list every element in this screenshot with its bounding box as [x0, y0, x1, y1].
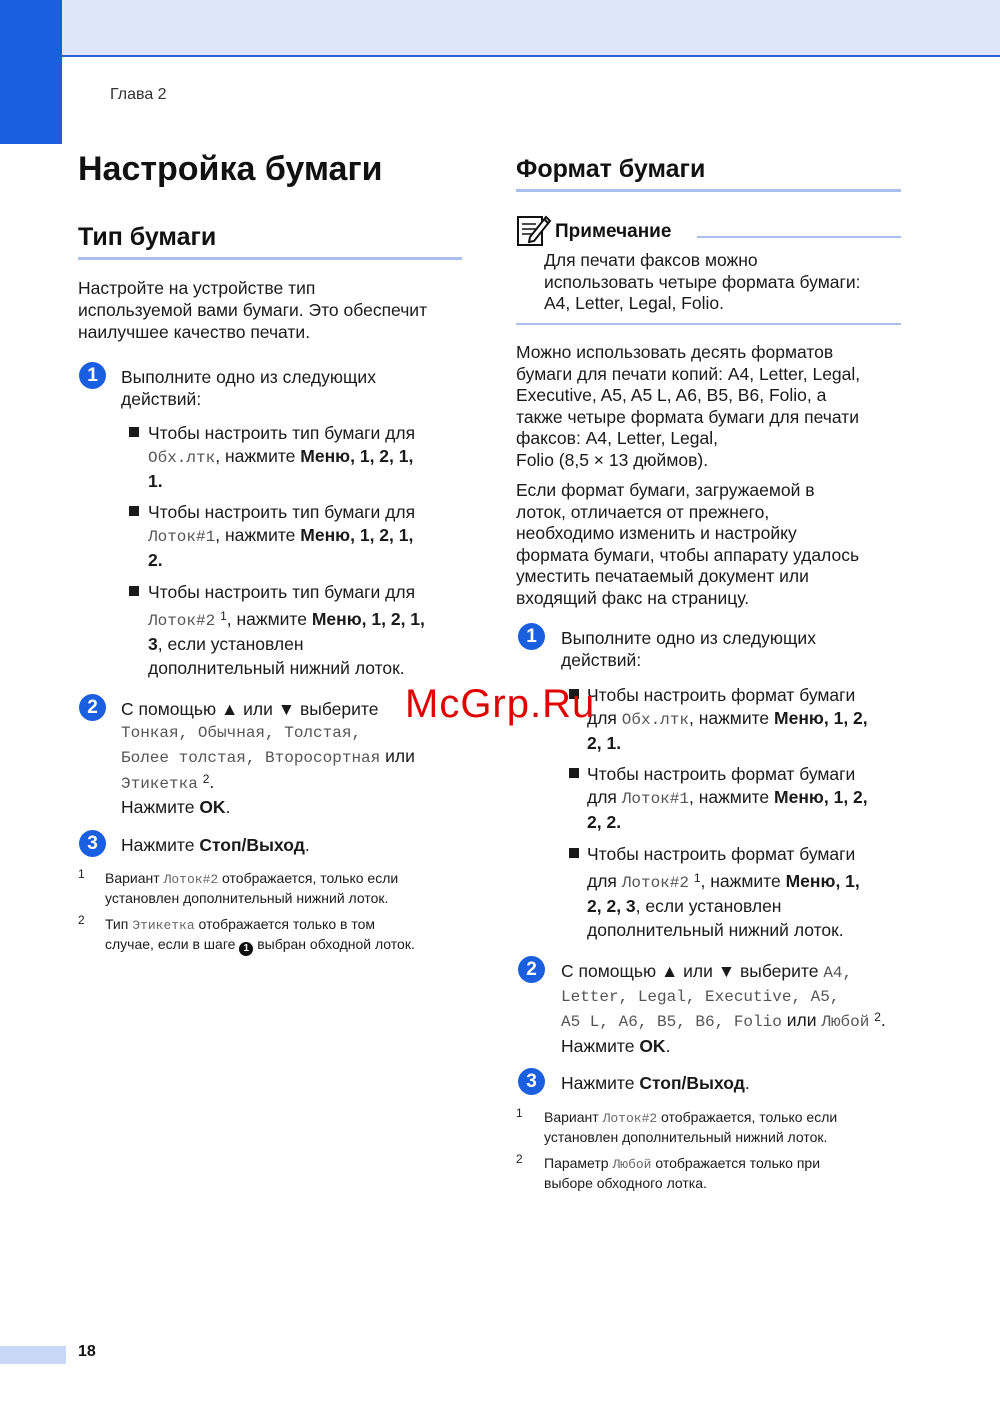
note-text: Для печати факсов можно использовать четыре формата бумаги: A4, Letter, Legal, Folio. [544, 250, 861, 313]
header-rule [62, 55, 1000, 57]
bullet-icon [129, 586, 139, 596]
footnote-number: 2 [516, 1152, 523, 1166]
chapter-tab [0, 0, 62, 144]
step-2-badge: 2 [79, 694, 106, 721]
section-rule [78, 257, 462, 260]
header-band [0, 0, 1000, 56]
page-number: 18 [78, 1343, 96, 1360]
step-2-badge: 2 [518, 956, 545, 983]
bullet-icon [569, 848, 579, 858]
bullet-icon [129, 427, 139, 437]
step-3-text: Нажмите Стоп/Выход. [561, 1073, 750, 1093]
page-title: Настройка бумаги [78, 150, 383, 188]
step-1-text: Выполните одно из следующих действий: [121, 367, 376, 409]
section-rule [516, 189, 901, 192]
note-title: Примечание [555, 221, 672, 242]
bullet-text: Чтобы настроить формат бумаги для Лоток#2 $^1$, нажмите Меню, 1, 2, 2, 3, если установлен дополнительный нижний лоток. [587, 844, 860, 940]
footnote-number: 1 [516, 1106, 523, 1120]
bullet-text: Чтобы настроить тип бумаги для Лоток#1, нажмите Меню, 1, 2, 1, 2. [148, 502, 416, 570]
bullet-text: Чтобы настроить тип бумаги для Лоток#2 $^1$, нажмите Меню, 1, 2, 1, 3, если установлен дополнительный нижний лоток. [148, 582, 425, 678]
footnote-number: 2 [78, 913, 85, 927]
step-1-badge: 1 [79, 362, 106, 389]
formats-paragraph: Можно использовать десять форматов бумаги для печати копий: A4, Letter, Legal, Executive, A5, A5 L, A6, B5, B6, Folio, а также четыре формата бумаги для печати факсов: A4, Letter, Legal, Folio (8,5 × 13 дюймов). [516, 342, 861, 470]
bullet-text: Чтобы настроить формат бумаги для Обх.лтк, нажмите Меню, 1, 2, 2, 1. [587, 685, 868, 753]
step-ref-icon: 1 [239, 942, 253, 956]
section-title-paper-size: Формат бумаги [516, 155, 706, 183]
footnote-number: 1 [78, 867, 85, 881]
note-bottom-rule [516, 323, 901, 325]
footnote-text: Вариант Лоток#2 отображается, только если установлен дополнительный нижний лоток. [544, 1109, 838, 1145]
change-size-paragraph: Если формат бумаги, загружаемой в лоток, отличается от прежнего, необходимо изменить и настройку формата бумаги, чтобы аппарату удалось уместить печатаемый документ или входящий факс на страницу. [516, 480, 860, 608]
chapter-label: Глава 2 [110, 86, 167, 103]
step-2-text: С помощью ▲ или ▼ выберите A4, Letter, Legal, Executive, A5, A5 L, A6, B5, B6, Folio или Любой $^2$. Нажмите OK. [561, 961, 886, 1056]
watermark-text: McGrp.Ru [405, 682, 596, 726]
footnote-text: Параметр Любой отображается только при выборе обходного лотка. [544, 1155, 821, 1191]
note-pencil-icon [516, 211, 552, 247]
bullet-icon [129, 506, 139, 516]
section-title-paper-type: Тип бумаги [78, 223, 217, 251]
note-rule [697, 236, 901, 238]
step-2-text: С помощью ▲ или ▼ выберите Тонкая, Обычная, Толстая, Более толстая, Второсортная или Этикетка $^2$. Нажмите OK. [121, 699, 415, 817]
step-1-badge: 1 [518, 623, 545, 650]
page-number-band [0, 1346, 66, 1364]
step-3-text: Нажмите Стоп/Выход. [121, 835, 310, 855]
step-1-text: Выполните одно из следующих действий: [561, 628, 816, 670]
step-3-badge: 3 [79, 830, 106, 857]
bullet-icon [569, 768, 579, 778]
footnote-text: Вариант Лоток#2 отображается, только если установлен дополнительный нижний лоток. [105, 870, 399, 906]
bullet-text: Чтобы настроить формат бумаги для Лоток#1, нажмите Меню, 1, 2, 2, 2. [587, 764, 868, 832]
bullet-text: Чтобы настроить тип бумаги для Обх.лтк, нажмите Меню, 1, 2, 1, 1. [148, 423, 416, 491]
footnote-text: Тип Этикетка отображается только в том случае, если в шаге 1 выбран обходной лоток. [105, 916, 415, 954]
intro-paragraph: Настройте на устройстве тип используемой вами бумаги. Это обеспечит наилучшее качество печати. [78, 278, 428, 342]
step-3-badge: 3 [518, 1068, 545, 1095]
